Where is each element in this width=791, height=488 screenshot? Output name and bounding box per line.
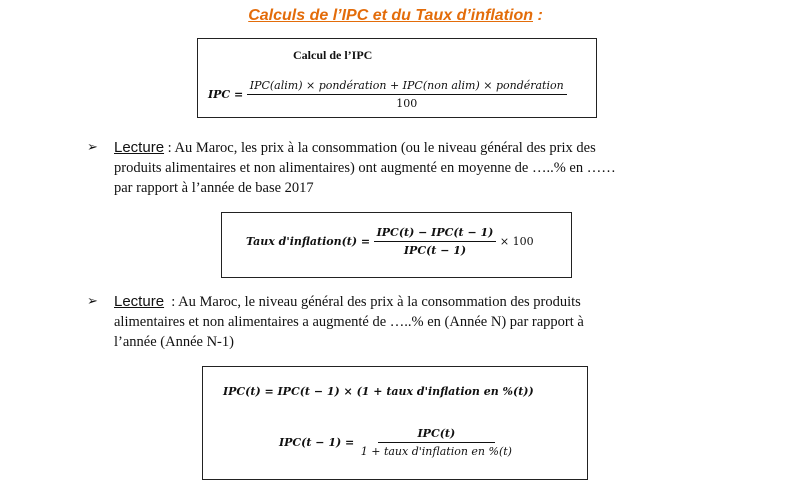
inflation-multiplier: × 100 xyxy=(499,235,534,248)
page-title-suffix: : xyxy=(533,7,543,24)
lecture-paragraph-1 xyxy=(87,138,767,198)
lecture1-line-1 xyxy=(87,138,767,158)
ipc-t-minus-1-formula xyxy=(279,427,515,458)
page-title-text: Calculs de l’IPC et du Taux d’inflation xyxy=(248,7,533,24)
ipc-t-formula xyxy=(223,385,534,398)
lecture2-separator: : xyxy=(164,294,179,310)
lecture1-text-1: Au Maroc, les prix à la consommation (ou le niveau général des prix des xyxy=(174,140,596,156)
ipc-t-formula-text: IPC(t) = IPC(t − 1) × (1 + taux d'inflation en %(t)) xyxy=(223,385,534,398)
ipc-t-minus-1-fraction xyxy=(358,427,515,458)
lecture2-line-3: l’année (Année N-1) xyxy=(114,334,234,350)
lecture1-separator: : xyxy=(164,140,175,156)
ipc-fraction xyxy=(247,79,567,110)
inflation-numerator: IPC(t) − IPC(t − 1) xyxy=(374,226,497,242)
lecture2-label: Lecture xyxy=(114,293,165,310)
page-title xyxy=(0,7,791,25)
ipc-formula-box xyxy=(197,38,597,118)
ipc-denominator: 100 xyxy=(396,97,418,110)
lecture2-text-1: Au Maroc, le niveau général des prix à la consommation des produits xyxy=(178,294,581,310)
ipc-numerator: IPC(alim) × pondération + IPC(non alim) × pondération xyxy=(247,79,567,95)
lecture1-line-3: par rapport à l’année de base 2017 xyxy=(114,180,314,196)
inflation-formula-lhs: Taux d'inflation(t) = xyxy=(246,235,371,248)
ipc-box-heading: Calcul de l’IPC xyxy=(293,48,373,62)
lecture1-label: Lecture xyxy=(114,139,165,156)
ipc-formula xyxy=(208,79,567,110)
arrow-bullet-icon: ➢ xyxy=(87,294,98,309)
inflation-fraction xyxy=(374,226,497,257)
lecture2-line-2: alimentaires et non alimentaires a augmenté de …..% en (Année N) par rapport à xyxy=(114,314,584,330)
lecture-paragraph-2 xyxy=(87,292,767,352)
arrow-bullet-icon: ➢ xyxy=(87,140,98,155)
ipc-relations-box xyxy=(202,366,588,480)
ipc-t-minus-1-lhs: IPC(t − 1) = xyxy=(279,436,355,449)
ipc-t-minus-1-numerator: IPC(t) xyxy=(378,427,496,443)
inflation-denominator: IPC(t − 1) xyxy=(403,244,467,257)
ipc-formula-lhs: IPC = xyxy=(208,88,244,101)
inflation-formula xyxy=(246,226,534,257)
ipc-t-minus-1-denominator: 1 + taux d'inflation en %(t) xyxy=(360,445,512,458)
lecture1-line-2: produits alimentaires et non alimentaires) ont augmenté en moyenne de …..% en …… xyxy=(114,160,616,176)
lecture2-line-1 xyxy=(87,292,767,312)
inflation-formula-box xyxy=(221,212,572,278)
